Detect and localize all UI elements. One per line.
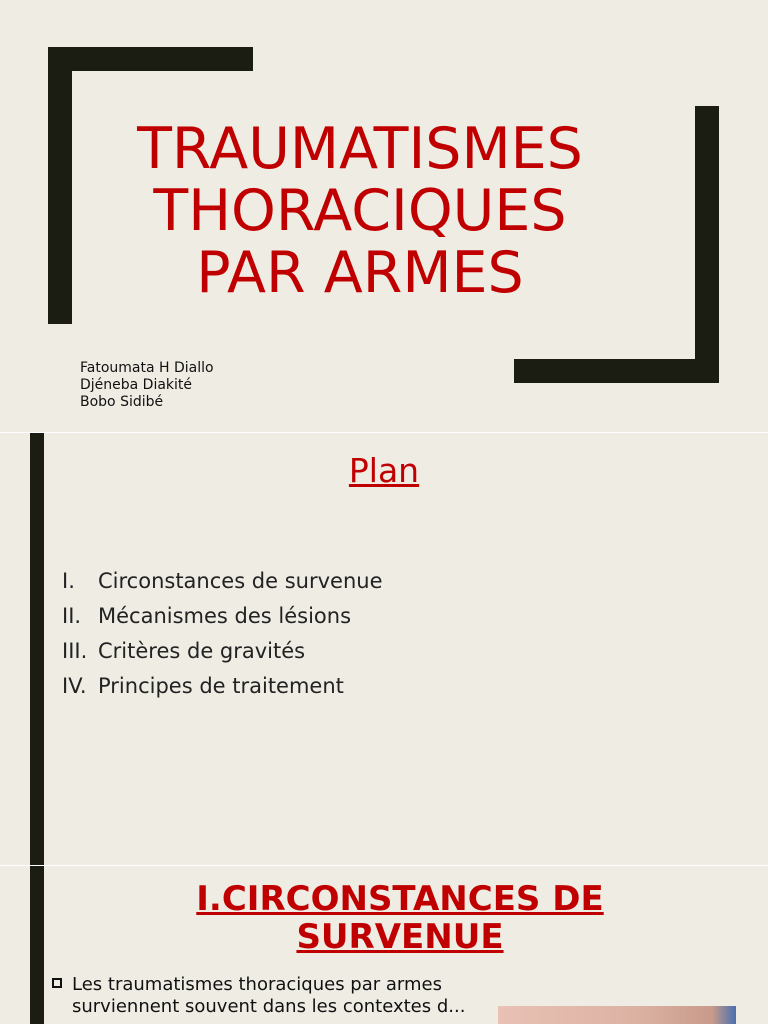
author-1: Fatoumata H Diallo xyxy=(80,360,214,376)
bullet-text: Les traumatismes thoraciques par armes surviennent souvent dans les contextes d... xyxy=(72,974,466,1017)
plan-item-label: Mécanismes des lésions xyxy=(98,604,352,628)
plan-list xyxy=(62,564,383,704)
plan-title: Plan xyxy=(348,451,420,490)
plan-item-number: III. xyxy=(62,639,88,663)
author-3: Bobo Sidibé xyxy=(80,394,164,410)
section-title-line-1: I.CIRCONSTANCES DE xyxy=(196,879,604,919)
photo-thumbnail xyxy=(498,1006,736,1024)
title-line-3: PAR ARMES xyxy=(196,240,524,306)
bullet-item xyxy=(52,974,482,1018)
author-2: Djéneba Diakité xyxy=(80,377,193,393)
plan-item xyxy=(62,634,383,669)
plan-item-label: Circonstances de survenue xyxy=(98,569,383,593)
left-accent-bar xyxy=(30,866,44,1024)
checkbox-bullet-icon xyxy=(52,978,62,988)
title-slide xyxy=(0,0,768,432)
plan-slide xyxy=(0,433,768,865)
title-line-1: TRAUMATISMES xyxy=(137,116,583,182)
plan-item-label: Critères de gravités xyxy=(98,639,306,663)
frame-bar-top-left-vertical xyxy=(48,47,72,324)
circumstances-slide xyxy=(0,866,768,1024)
plan-item xyxy=(62,564,383,599)
section-title-line-2: SURVENUE xyxy=(296,917,504,957)
author-list xyxy=(80,360,214,411)
plan-item xyxy=(62,669,383,704)
frame-bar-bottom-right-horizontal xyxy=(514,359,719,383)
plan-item-number: II. xyxy=(62,604,82,628)
plan-item xyxy=(62,599,383,634)
frame-bar-top-left-horizontal xyxy=(48,47,253,71)
presentation-title xyxy=(80,118,640,304)
section-title xyxy=(150,880,650,956)
left-accent-bar xyxy=(30,433,44,865)
plan-item-number: I. xyxy=(62,569,75,593)
plan-item-number: IV. xyxy=(62,674,87,698)
frame-bar-bottom-right-vertical xyxy=(695,106,719,383)
plan-item-label: Principes de traitement xyxy=(98,674,344,698)
title-line-2: THORACIQUES xyxy=(153,178,567,244)
